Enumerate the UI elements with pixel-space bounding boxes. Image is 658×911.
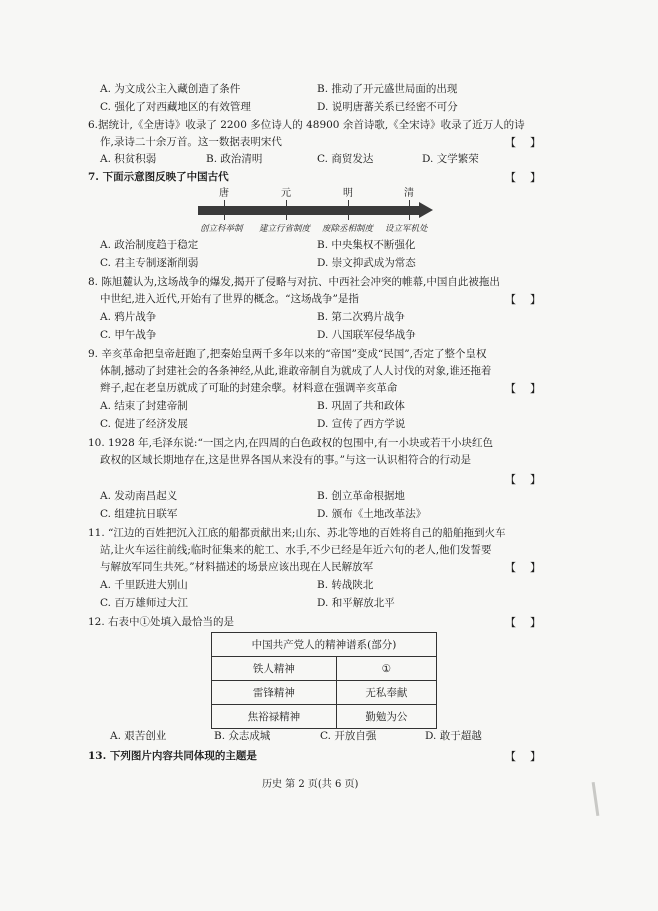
- q7-option-c: C. 君主专制逐渐削弱: [100, 257, 199, 269]
- q9-stem-line1: 9. 辛亥革命把皇帝赶跑了,把秦始皇两千多年以来的“帝国”变成“民国”,否定了整个皇权: [88, 348, 487, 360]
- table-cell: 焦裕禄精神: [212, 705, 337, 729]
- q5-option-a: A. 为文成公主入藏创造了条件: [100, 83, 241, 95]
- timeline-tick: [286, 200, 287, 220]
- page-footer: 历史 第 2 页(共 6 页): [262, 779, 359, 790]
- q12-option-a: A. 艰苦创业: [110, 730, 167, 742]
- q7-stem: 7. 下面示意图反映了中国古代: [88, 171, 229, 183]
- q10-option-d: D. 颁布《土地改革法》: [317, 508, 427, 520]
- timeline-event-3: 废除丞相制度: [322, 224, 374, 234]
- q5-option-b: B. 推动了开元盛世局面的出现: [317, 83, 458, 95]
- q9-stem-line3: 辫子,起在老皇历就成了可耻的封建余孽。材料意在强调辛亥革命: [100, 382, 398, 394]
- q7-answer-bracket: 【 】: [505, 171, 541, 184]
- q6-answer-bracket: 【 】: [505, 136, 541, 149]
- q11-stem-line1: 11. “江边的百姓把沉入江底的船都贡献出来;山东、苏北等地的百姓将自己的船舶拖到火车: [88, 527, 506, 539]
- q6-option-a: A. 积贫积弱: [100, 153, 157, 165]
- q11-answer-bracket: 【 】: [505, 561, 541, 574]
- q8-option-c: C. 甲午战争: [100, 329, 157, 341]
- q11-stem-line2: 站,让火车运往前线;临时征集来的舵工、水手,不少已经是年近六旬的老人,他们发誓要: [100, 544, 492, 556]
- q9-option-b: B. 巩固了共和政体: [317, 400, 405, 412]
- q6-stem-line1: 6.据统计,《全唐诗》收录了 2200 多位诗人的 48900 余首诗歌,《全宋诗》收录了近万人的诗: [88, 119, 525, 131]
- q11-option-c: C. 百万雄师过大江: [100, 597, 188, 609]
- table-row: [212, 681, 437, 705]
- q12-answer-bracket: 【 】: [505, 616, 541, 629]
- q13-answer-bracket: 【 】: [505, 750, 541, 763]
- q10-option-c: C. 组建抗日联军: [100, 508, 178, 520]
- timeline-dynasty-yuan: 元: [281, 188, 291, 199]
- timeline-dynasty-qing: 清: [404, 188, 414, 199]
- q10-stem-line2: 政权的区域长期地存在,这是世界各国从来没有的事。”与这一认识相符合的行动是: [100, 454, 471, 466]
- q12-option-d: D. 敢于超越: [425, 730, 482, 742]
- q12-stem: 12. 右表中①处填入最恰当的是: [88, 616, 235, 628]
- q10-stem-line1: 10. 1928 年,毛泽东说:“一国之内,在四周的白色政权的包围中,有一小块或若干小块红色: [88, 437, 494, 449]
- q9-option-c: C. 促进了经济发展: [100, 418, 188, 430]
- timeline-event-4: 设立军机处: [385, 224, 428, 234]
- q7-option-b: B. 中央集权不断强化: [317, 239, 416, 251]
- q5-option-d: D. 说明唐蕃关系已经密不可分: [317, 101, 458, 113]
- q5-option-c: C. 强化了对西藏地区的有效管理: [100, 101, 251, 113]
- table-title-row: [212, 633, 437, 657]
- q6-option-b: B. 政治清明: [206, 153, 263, 165]
- q9-option-a: A. 结束了封建帝制: [100, 400, 188, 412]
- q9-option-d: D. 宣传了西方学说: [317, 418, 406, 430]
- timeline-tick: [409, 200, 410, 220]
- scan-mark: [592, 782, 600, 816]
- q8-option-d: D. 八国联军侵华战争: [317, 329, 416, 341]
- timeline-tick: [348, 200, 349, 220]
- timeline-arrow: [419, 202, 433, 218]
- q7-option-d: D. 崇文抑武成为常态: [317, 257, 416, 269]
- table-cell: ①: [336, 657, 436, 681]
- q11-option-b: B. 转战陕北: [317, 579, 374, 591]
- timeline-dynasty-tang: 唐: [219, 188, 229, 199]
- spirit-table: [211, 632, 437, 729]
- q10-option-b: B. 创立革命根据地: [317, 490, 405, 502]
- table-title: 中国共产党人的精神谱系(部分): [212, 633, 437, 657]
- q6-option-c: C. 商贸发达: [317, 153, 374, 165]
- q11-stem-line3: 与解放军同生共死。”材料描述的场景应该出现在人民解放军: [100, 561, 374, 573]
- q8-stem-line1: 8. 陈旭麓认为,这场战争的爆发,揭开了侵略与对抗、中西社会冲突的帷幕,中国自此被拖出: [88, 276, 500, 288]
- timeline-bar: [198, 206, 420, 215]
- timeline-dynasty-ming: 明: [343, 188, 353, 199]
- q12-option-c: C. 开放自强: [320, 730, 377, 742]
- q8-answer-bracket: 【 】: [505, 293, 541, 306]
- timeline-event-2: 建立行省制度: [259, 224, 311, 234]
- table-cell: 勤勉为公: [336, 705, 436, 729]
- q8-stem-line2: 中世纪,进入近代,开始有了世界的概念。“这场战争”是指: [100, 293, 359, 305]
- timeline-tick: [224, 200, 225, 220]
- q9-stem-line2: 体制,撼动了封建社会的各条神经,从此,谁敢帝制自为就成了人人讨伐的对象,谁还拖着: [100, 365, 492, 377]
- q8-option-b: B. 第二次鸦片战争: [317, 311, 405, 323]
- q11-option-a: A. 千里跃进大别山: [100, 579, 188, 591]
- q10-answer-bracket: 【 】: [505, 473, 541, 486]
- q13-stem: 13. 下列图片内容共同体现的主题是: [88, 750, 257, 762]
- table-row: [212, 657, 437, 681]
- q6-option-d: D. 文学繁荣: [422, 153, 479, 165]
- table-cell: 无私奉献: [336, 681, 436, 705]
- q6-stem-line2: 作,录诗二十余万首。这一数据表明宋代: [100, 136, 282, 148]
- q8-option-a: A. 鸦片战争: [100, 311, 157, 323]
- table-cell: 铁人精神: [212, 657, 337, 681]
- timeline-event-1: 创立科举制: [200, 224, 243, 234]
- q12-option-b: B. 众志成城: [214, 730, 271, 742]
- table-row: [212, 705, 437, 729]
- table-cell: 雷锋精神: [212, 681, 337, 705]
- q11-option-d: D. 和平解放北平: [317, 597, 395, 609]
- q7-option-a: A. 政治制度趋于稳定: [100, 239, 199, 251]
- q9-answer-bracket: 【 】: [505, 382, 541, 395]
- q10-option-a: A. 发动南昌起义: [100, 490, 178, 502]
